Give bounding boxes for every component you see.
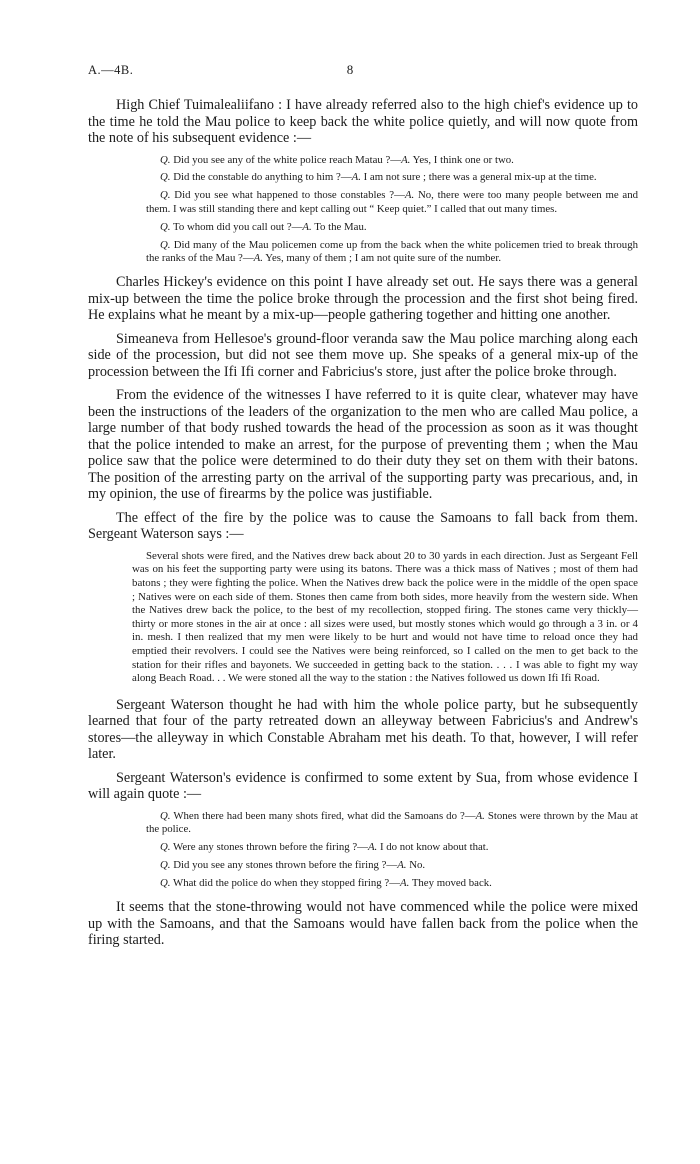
qa-item: Q. Did you see any of the white police reach Matau ?—A. Yes, I think one or two. [160, 153, 514, 166]
paragraph: Charles Hickey's evidence on this point I have already set out. He says there was a general mix-up between the time the police broke through the procession and the first shot being fired. He explains what he meant by a mix-up—people gathering together and hitting one another. [88, 274, 638, 324]
paragraph: Sergeant Waterson thought he had with him the whole police party, but he subsequently learned that four of the party retreated down an alleyway between Fabricius's and Andrew's stores—the alleyway in which Constable Abraham met his death. To that, however, I will refer later. [88, 696, 638, 763]
qa-item: Q. Did you see any stones thrown before the firing ?—A. No. [160, 859, 426, 871]
waterson-quote: Several shots were fired, and the Natives drew back about 20 to 30 yards in each direction. Just as Sergeant Fell was on his feet the supporting party were using its batons. There was a thick mass of Natives ; most of them had batons ; they were fighting the police. When the Natives drew back the police were in the middle of the open space ; Natives were on each side of them. Stones then came from both sides, more heavily from the western side. When the Natives drew back the police, to the best of my recollection, stopped firing. The stones came very thickly—thirty or more stones in the air at once : all sizes were used, but mostly stones which would go through a 3 in. or 4 in. mesh. I then realized that my men were likely to be hurt and would not have time to reload once they had emptied their revolvers. I could see the Natives were being reinforced, so I called on the men to get back to the station for their rifles and bayonets. We succeeded in getting back to the station. . . . I was able to fight my way along Beach Road. . . We were stoned all the way to the station : the Natives followed us down Ifi Ifi Road. [132, 549, 638, 685]
qa-item: Q. Were any stones thrown before the firing ?—A. I do not know about that. [160, 841, 489, 854]
qa-item: Q. Did the constable do anything to him ?—A. I am not sure ; there was a general mix-up at the time. [160, 171, 597, 184]
qa-item: Q. Did many of the Mau policemen come up from the back when the white policemen tried to break through the ranks of the Mau ?—A. Yes, many of them ; I am not quite sure of the number. [146, 238, 639, 264]
page-number: 8 [346, 62, 354, 77]
page-content [88, 97, 638, 956]
paragraph: High Chief Tuimalealiifano : I have already referred also to the high chief's evidence up to the time he told the Mau police to keep back the white police quietly, and will now quote from the note of his subsequent evidence :— [88, 97, 638, 146]
paragraph: It seems that the stone-throwing would not have commenced while the police were mixed up with the Samoans, and that the Samoans would have fallen back from the police when the firing started. [88, 899, 638, 949]
qa-item: Q. Did you see what happened to those constables ?—A. No, there were too many people between me and them. I was still standing there and kept calling out “ Keep quiet.” I called that out many times. [146, 189, 639, 215]
paragraph: From the evidence of the witnesses I have referred to it is quite clear, whatever may have been the instructions of the leaders of the organization to the men who are called Mau police, a large number of that body rushed towards the head of the procession as soon as it was thought that the police intended to make an arrest, for the purpose of preventing them ; when the Mau police saw that the police were determined to do their duty they set on them with their batons. The position of the arresting party on the arrival of the supporting party was precarious, and, in my opinion, the use of firearms by the police was justifiable. [88, 387, 638, 503]
qa-item: Q. When there had been many shots fired, what did the Samoans do ?—A. Stones were thrown by the Mau at the police. [146, 809, 638, 836]
paragraph: Sergeant Waterson's evidence is confirmed to some extent by Sua, from whose evidence I will again quote :— [88, 769, 638, 803]
paragraph: The effect of the fire by the police was to cause the Samoans to fall back from them. Sergeant Waterson says :— [88, 509, 638, 543]
document-reference: A.—4B. [88, 63, 134, 77]
evidence-qa-block [146, 154, 638, 266]
paragraph: Simeaneva from Hellesoe's ground-floor veranda saw the Mau police marching along each side of the procession, but did not see them move up. She speaks of a general mix-up of the procession between the Ifi Ifi corner and Fabricius's store, just after the police broke through. [88, 330, 638, 380]
qa-item: Q. To whom did you call out ?—A. To the Mau. [160, 220, 367, 233]
sua-qa-block [146, 810, 638, 891]
qa-item: Q. What did the police do when they stopped firing ?—A. They moved back. [160, 876, 492, 889]
